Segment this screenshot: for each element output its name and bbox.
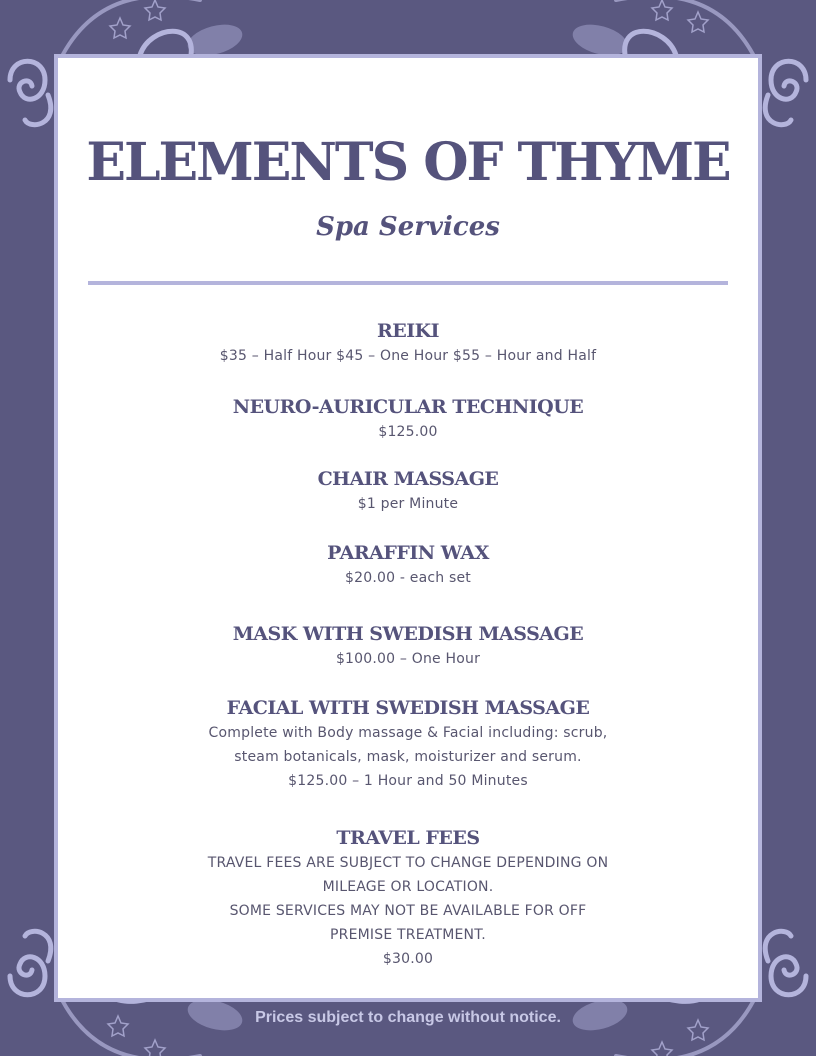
service-title: PARAFFIN WAX (327, 542, 489, 564)
service-price: $20.00 - each set (345, 570, 471, 586)
service-price: $100.00 – One Hour (335, 651, 481, 667)
service-price: $125.00 (378, 424, 438, 440)
page-subtitle: Spa Services (316, 212, 500, 242)
service-description: SOME SERVICES MAY NOT BE AVAILABLE FOR OFF (229, 903, 587, 919)
service-description: steam botanicals, mask, moisturizer and serum. (234, 749, 582, 765)
service-description: PREMISE TREATMENT. (330, 927, 486, 943)
footer-note: Prices subject to change without notice. (255, 1009, 561, 1026)
service-facial-swedish (120, 695, 696, 793)
service-description: MILEAGE OR LOCATION. (322, 879, 494, 895)
service-price: $35 – Half Hour $45 – One Hour $55 – Hour and Half (219, 348, 597, 364)
divider (88, 281, 728, 285)
service-title: MASK WITH SWEDISH MASSAGE (232, 623, 584, 645)
service-price: $125.00 – 1 Hour and 50 Minutes (288, 773, 528, 789)
service-paraffin-wax (120, 540, 696, 590)
service-reiki (120, 318, 696, 368)
service-mask-swedish (120, 621, 696, 671)
service-neuro-auricular (120, 394, 696, 444)
service-description: Complete with Body massage & Facial including: scrub, (208, 725, 608, 741)
service-chair-massage (120, 466, 696, 516)
service-price: $30.00 (382, 951, 434, 967)
service-travel-fees (120, 825, 696, 971)
service-title: REIKI (376, 320, 440, 342)
service-description: TRAVEL FEES ARE SUBJECT TO CHANGE DEPENDING ON (207, 855, 609, 871)
service-title: CHAIR MASSAGE (317, 468, 499, 490)
service-title: TRAVEL FEES (336, 827, 480, 849)
page-title: ELEMENTS OF THYME (86, 132, 730, 193)
service-title: FACIAL WITH SWEDISH MASSAGE (226, 697, 590, 719)
service-title: NEURO-AURICULAR TECHNIQUE (232, 396, 584, 418)
service-price: $1 per Minute (357, 496, 459, 512)
